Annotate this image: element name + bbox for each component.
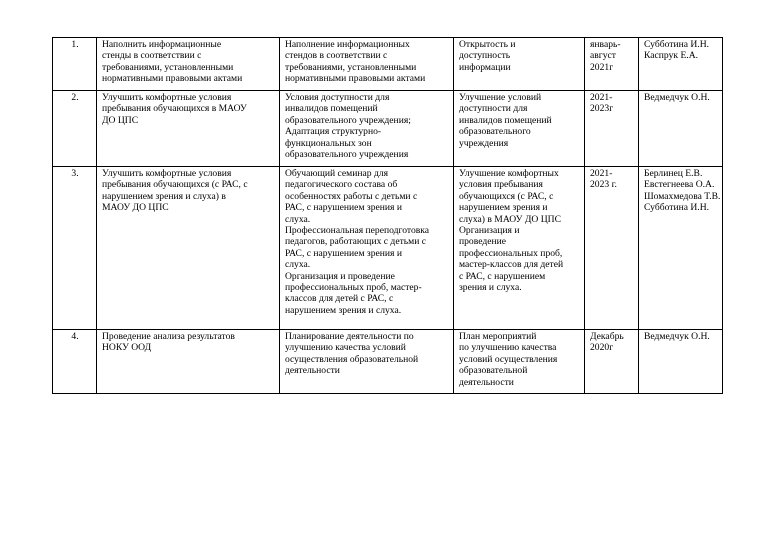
row-number: 2.: [53, 91, 97, 167]
measures-cell: Наполнение информационных стендов в соответствии с требованиями, установленными нормативными правовыми актами: [280, 38, 454, 91]
action-plan-table: [52, 37, 723, 394]
measures-cell: Обучающий семинар для педагогического состава об особенностях работы с детьми с РАС, с нарушением зрения и слуха. Профессиональная переподготовка педагогов, работающих с детьми с РАС, с нарушением зрения и слуха. Организация и проведение профессиональных проб, мастер- классов для детей с РАС, с нарушением зрения и слуха.: [280, 167, 454, 330]
row-number: 4.: [53, 330, 97, 394]
document-page: [52, 37, 722, 394]
period-cell: Декабрь 2020г: [585, 330, 639, 394]
measures-cell: Планирование деятельности по улучшению качества условий осуществления образовательной деятельности: [280, 330, 454, 394]
table-row: [53, 91, 723, 167]
result-cell: План мероприятий по улучшению качества условий осуществления образовательной деятельности: [454, 330, 585, 394]
measures-cell: Условия доступности для инвалидов помещений образовательного учреждения; Адаптация структурно- функциональных зон образовательного учреждения: [280, 91, 454, 167]
period-cell: 2021- 2023г: [585, 91, 639, 167]
task-cell: Проведение анализа результатов НОКУ ООД: [97, 330, 280, 394]
result-cell: Открытость и доступность информации: [454, 38, 585, 91]
task-cell: Наполнить информационные стенды в соответствии с требованиями, установленными нормативными правовыми актами: [97, 38, 280, 91]
responsible-cell: Ведмедчук О.Н.: [639, 330, 723, 394]
table-row: [53, 330, 723, 394]
table-row: [53, 38, 723, 91]
row-number: 3.: [53, 167, 97, 330]
result-cell: Улучшение условий доступности для инвалидов помещений образовательного учреждения: [454, 91, 585, 167]
period-cell: январь- август 2021г: [585, 38, 639, 91]
row-number: 1.: [53, 38, 97, 91]
period-cell: 2021- 2023 г.: [585, 167, 639, 330]
responsible-cell: Берлинец Е.В. Евстегнеева О.А. Шомахмедова Т.В. Субботина И.Н.: [639, 167, 723, 330]
task-cell: Улучшить комфортные условия пребывания обучающихся (с РАС, с нарушением зрения и слуха) в МАОУ ДО ЦПС: [97, 167, 280, 330]
task-cell: Улучшить комфортные условия пребывания обучающихся в МАОУ ДО ЦПС: [97, 91, 280, 167]
responsible-cell: Ведмедчук О.Н.: [639, 91, 723, 167]
table-row: [53, 167, 723, 330]
result-cell: Улучшение комфортных условия пребывания обучающихся (с РАС, с нарушением зрения и слуха) в МАОУ ДО ЦПС Организация и проведение профессиональных проб, мастер-классов для детей с РАС, с нарушением зрения и слуха.: [454, 167, 585, 330]
responsible-cell: Субботина И.Н. Каспрук Е.А.: [639, 38, 723, 91]
